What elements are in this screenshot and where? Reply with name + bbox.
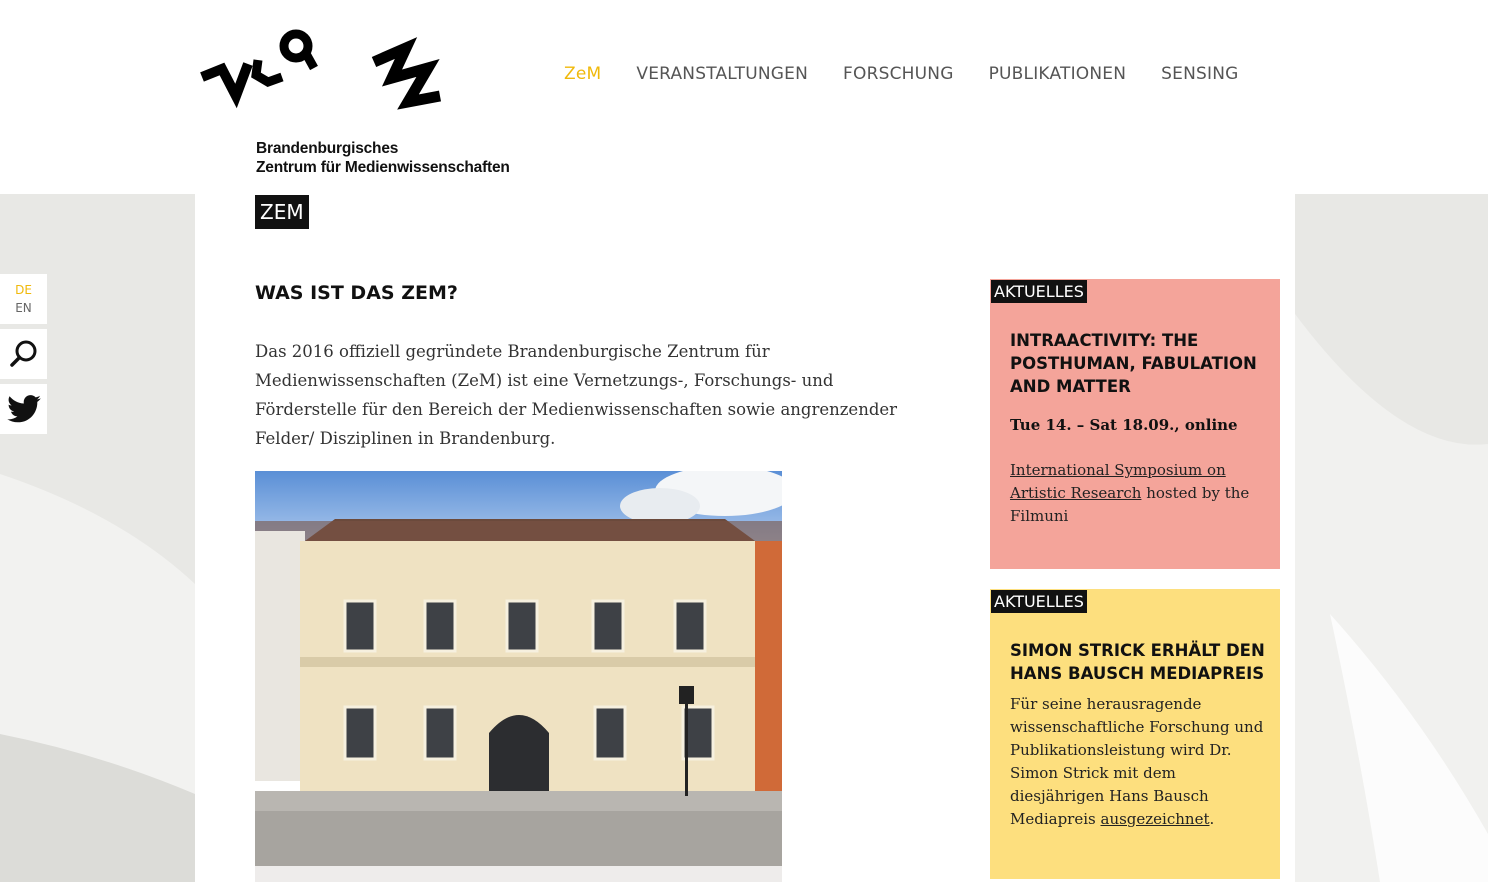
nav-item-veranstaltungen[interactable]: VERANSTALTUNGEN	[636, 64, 809, 84]
symposium-link[interactable]: International Symposium on Artistic Research	[1010, 461, 1226, 502]
main-nav	[564, 64, 1239, 84]
award-link[interactable]: ausgezeichnet	[1100, 810, 1210, 828]
search-button[interactable]	[0, 329, 47, 379]
lang-en-link[interactable]: EN	[15, 301, 32, 315]
building-photo	[255, 471, 782, 866]
nav-item-forschung[interactable]: FORSCHUNG	[843, 64, 954, 84]
page-title: WAS IST DAS ZEM?	[255, 282, 458, 304]
logo-text	[256, 139, 510, 177]
site-header	[0, 0, 1488, 194]
news-card-tag: AKTUELLES	[991, 280, 1087, 303]
language-switcher	[0, 274, 47, 324]
news-card-text-prefix: Für seine herausragende wissenschaftliche Forschung und Publikationsleistung wird Dr. Simon Strick mit dem diesjährigen Hans Bausch Mediapreis	[1010, 695, 1264, 828]
news-card-text	[1010, 693, 1265, 831]
nav-item-publikationen[interactable]: PUBLIKATIONEN	[988, 64, 1127, 84]
section-tag: ZEM	[255, 195, 309, 229]
news-card-title[interactable]: INTRAACTIVITY: THE POSTHUMAN, FABULATION AND MATTER	[1010, 331, 1257, 396]
building-photo-image	[255, 471, 782, 866]
news-card[interactable]	[990, 279, 1280, 569]
logo-line-2: Zentrum für Medienwissenschaften	[256, 159, 510, 176]
nav-item-zem[interactable]: ZeM	[564, 64, 602, 84]
news-card-text-suffix: .	[1209, 810, 1215, 828]
search-icon	[9, 339, 39, 369]
news-card-tag: AKTUELLES	[991, 590, 1087, 613]
news-card-text-suffix: hosted by the Filmuni	[1010, 484, 1250, 525]
news-card-date: Tue 14. – Sat 18.09., online	[1010, 416, 1238, 434]
logo-line-1: Brandenburgisches	[256, 140, 399, 157]
zem-logo-icon	[196, 20, 446, 135]
logo-link[interactable]	[196, 20, 446, 139]
lang-de-link[interactable]: DE	[15, 283, 32, 297]
news-card-text	[1010, 459, 1265, 528]
twitter-icon	[7, 395, 41, 423]
photo-caption-strip	[255, 866, 782, 882]
nav-item-sensing[interactable]: SENSING	[1161, 64, 1239, 84]
twitter-button[interactable]	[0, 384, 47, 434]
intro-text: Das 2016 offiziell gegründete Brandenburgische Zentrum für Medienwissenschaften (ZeM) ist eine Vernetzungs-, Forschungs- und Förderstelle für den Bereich der Medienwissenschaften sowie angrenzender Felder/ Disziplinen in Brandenburg.	[255, 342, 898, 448]
news-card-title[interactable]: SIMON STRICK ERHÄLT DEN HANS BAUSCH MEDIAPREIS	[1010, 641, 1265, 683]
news-card[interactable]	[990, 589, 1280, 879]
